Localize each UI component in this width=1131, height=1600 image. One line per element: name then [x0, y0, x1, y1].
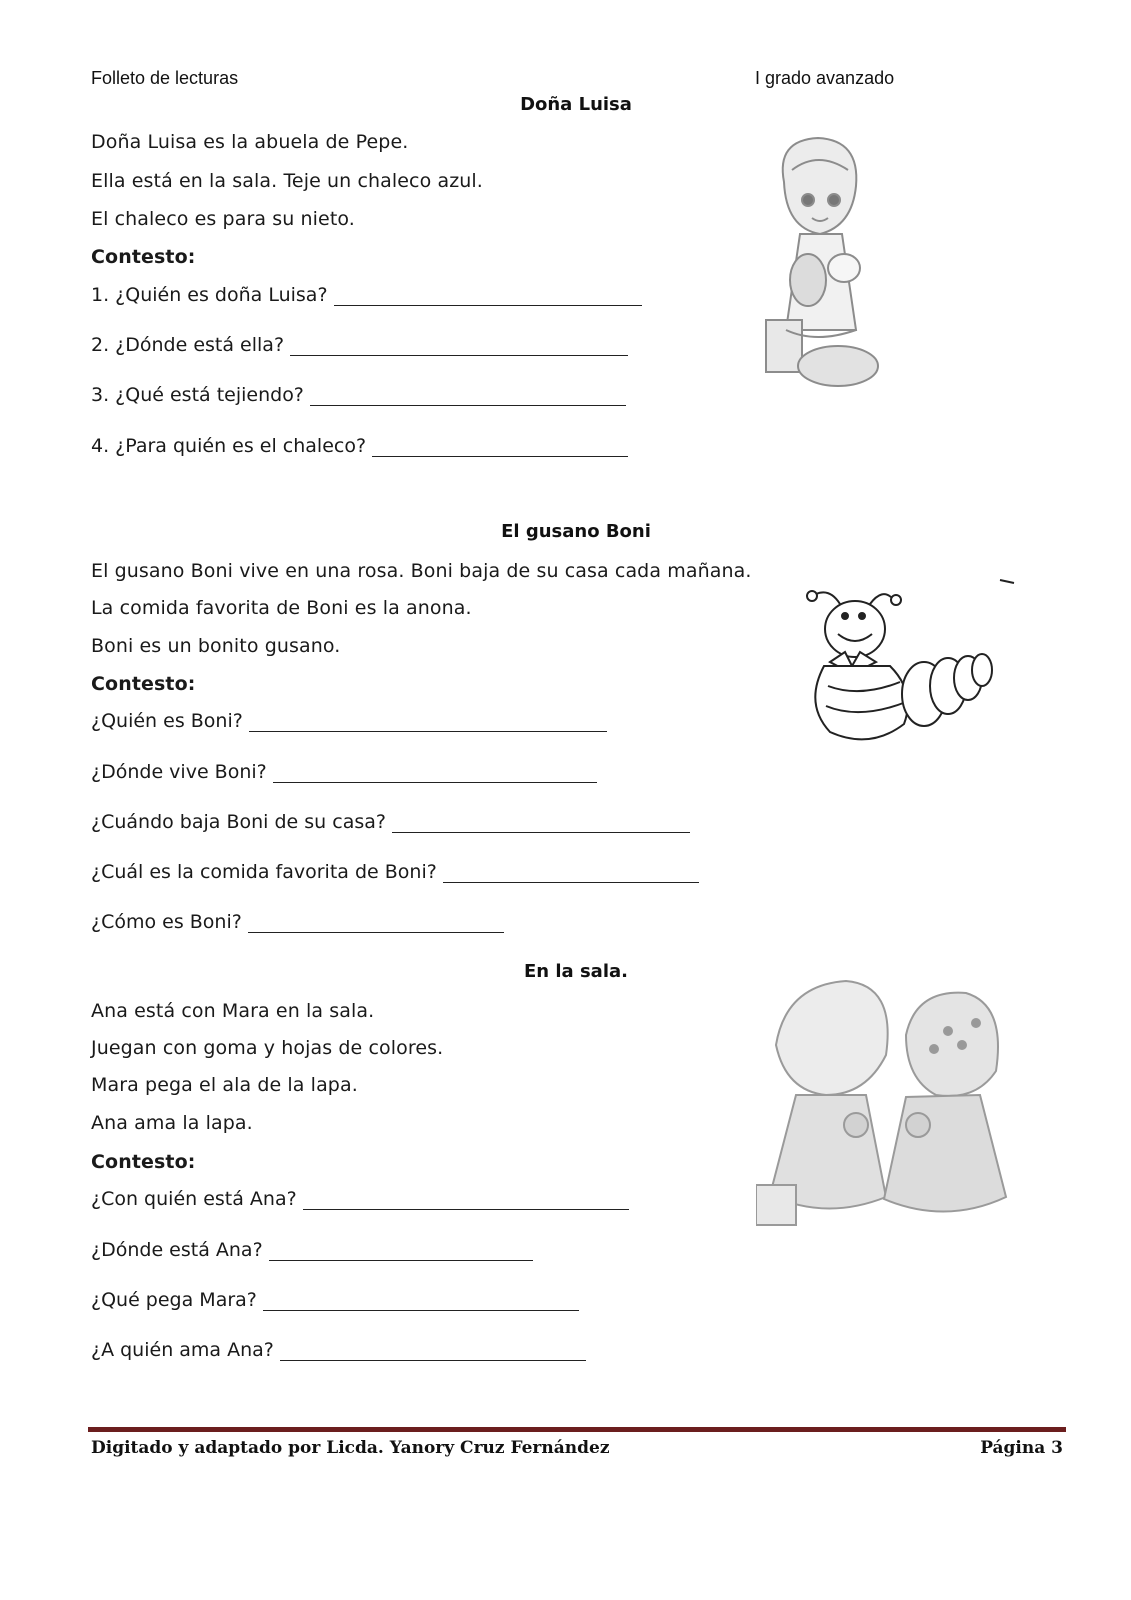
reading-line: Ana está con Mara en la sala. — [91, 1000, 375, 1022]
question-row — [91, 1188, 629, 1210]
reading-line: Mara pega el ala de la lapa. — [91, 1074, 358, 1096]
answer-line[interactable] — [263, 1292, 579, 1311]
answer-line[interactable] — [392, 814, 690, 833]
question-text: ¿Qué pega Mara? — [91, 1289, 257, 1311]
caterpillar-illustration — [800, 574, 1020, 754]
header-left: Folleto de lecturas — [91, 68, 239, 88]
question-text: ¿Dónde está Ana? — [91, 1239, 263, 1261]
answer-line[interactable] — [310, 387, 626, 406]
question-row — [91, 710, 607, 732]
two-girls-illustration — [756, 975, 1026, 1243]
question-text: 2. ¿Dónde está ella? — [91, 334, 285, 356]
question-text: 3. ¿Qué está tejiendo? — [91, 384, 304, 406]
reading-line: Boni es un bonito gusano. — [91, 635, 341, 657]
answer-line[interactable] — [290, 337, 628, 356]
answer-line[interactable] — [280, 1342, 586, 1361]
question-text: ¿Dónde vive Boni? — [91, 761, 267, 783]
question-row — [91, 1289, 579, 1311]
answer-line[interactable] — [443, 864, 699, 883]
question-text: 4. ¿Para quién es el chaleco? — [91, 435, 367, 457]
answer-line[interactable] — [273, 764, 597, 783]
reading-line: Doña Luisa es la abuela de Pepe. — [91, 131, 409, 153]
page-number: Página 3 — [980, 1438, 1063, 1458]
answer-line[interactable] — [303, 1191, 629, 1210]
question-row — [91, 861, 699, 883]
contesto-label: Contesto: — [91, 673, 196, 695]
section-title: El gusano Boni — [501, 521, 651, 542]
question-row — [91, 761, 597, 783]
question-text: ¿A quién ama Ana? — [91, 1339, 274, 1361]
footer-credit: Digitado y adaptado por Licda. Yanory Cruz Fernández — [91, 1438, 610, 1458]
question-text: 1. ¿Quién es doña Luisa? — [91, 284, 328, 306]
question-row — [91, 811, 690, 833]
answer-line[interactable] — [248, 914, 504, 933]
reading-line: La comida favorita de Boni es la anona. — [91, 597, 472, 619]
reading-line: El chaleco es para su nieto. — [91, 208, 355, 230]
section-title: En la sala. — [524, 961, 628, 982]
header-right: I grado avanzado — [755, 68, 895, 88]
question-row — [91, 384, 626, 406]
question-text: ¿Quién es Boni? — [91, 710, 243, 732]
question-text: ¿Cuál es la comida favorita de Boni? — [91, 861, 437, 883]
answer-line[interactable] — [249, 713, 607, 732]
contesto-label: Contesto: — [91, 1151, 196, 1173]
reading-line: Ana ama la lapa. — [91, 1112, 253, 1134]
reading-line: El gusano Boni vive en una rosa. Boni baja de su casa cada mañana. — [91, 560, 752, 582]
question-row — [91, 1339, 586, 1361]
answer-line[interactable] — [372, 438, 628, 457]
grandmother-illustration — [756, 130, 884, 400]
footer-rule — [88, 1427, 1066, 1432]
question-row — [91, 1239, 533, 1261]
question-text: ¿Cuándo baja Boni de su casa? — [91, 811, 386, 833]
reading-line: Ella está en la sala. Teje un chaleco azul. — [91, 170, 483, 192]
question-row — [91, 911, 504, 933]
question-row — [91, 334, 628, 356]
answer-line[interactable] — [269, 1242, 533, 1261]
answer-line[interactable] — [334, 287, 642, 306]
contesto-label: Contesto: — [91, 246, 196, 268]
question-text: ¿Cómo es Boni? — [91, 911, 242, 933]
question-row — [91, 284, 642, 306]
reading-line: Juegan con goma y hojas de colores. — [91, 1037, 444, 1059]
question-text: ¿Con quién está Ana? — [91, 1188, 297, 1210]
section-title: Doña Luisa — [520, 94, 632, 115]
question-row — [91, 435, 628, 457]
